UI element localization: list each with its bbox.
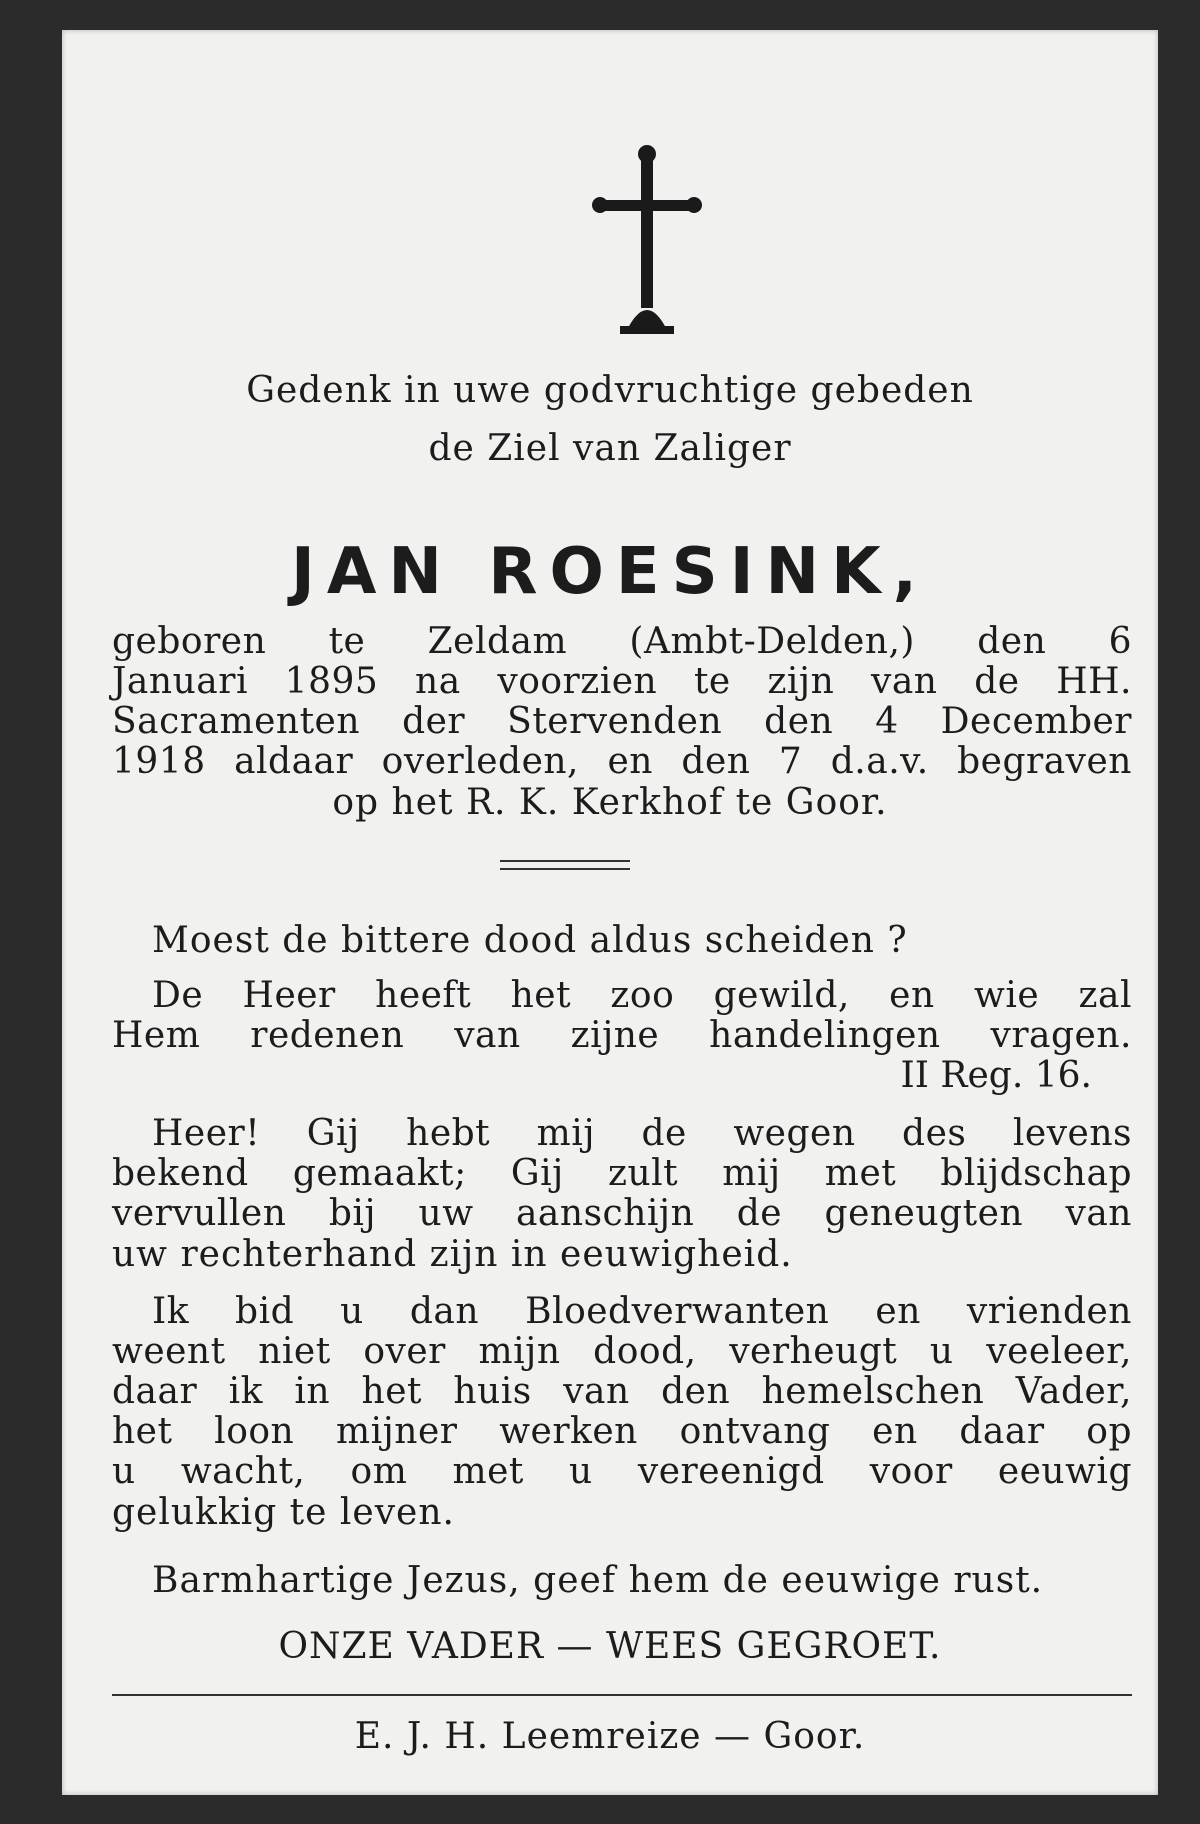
heading-line-1: Gedenk in uwe godvruchtige gebeden [246,370,974,411]
printer-credit: E. J. H. Leemreize — Goor. [354,1716,866,1757]
bio-line: Januari 1895 na voorzien te zijn van de HH. [112,661,1132,702]
verse3-line: weent niet over mijn dood, verheugt u veeleer, [112,1331,1132,1372]
verse1-line3: Hem redenen van zijne handelingen vragen. [112,1015,1132,1056]
verse1-line2: De Heer heeft het zoo gewild, en wie zal [152,975,1132,1016]
bio-line: 1918 aldaar overleden, en den 7 d.a.v. begraven [112,741,1132,782]
verse1-line1: Moest de bittere dood aldus scheiden ? [152,920,908,961]
verse1-reference: II Reg. 16. [900,1055,1092,1096]
bio-line: geboren te Zeldam (Ambt-Delden,) den 6 [112,621,1132,662]
verse3-line-last: gelukkig te leven. [112,1492,455,1533]
verse3-line: daar ik in het huis van den hemelschen Vader, [112,1371,1132,1412]
closing-prayers: ONZE VADER — WEES GEGROET. [278,1626,942,1667]
cross-icon [592,140,702,340]
bio-line: Sacramenten der Stervenden den 4 December [112,701,1132,742]
divider [500,860,630,862]
footer-rule [112,1694,1132,1696]
prayer-line: Barmhartige Jezus, geef hem de eeuwige rust. [152,1560,1044,1601]
bio-line-last: op het R. K. Kerkhof te Goor. [332,782,888,823]
divider [500,868,630,870]
verse3-line: Ik bid u dan Bloedverwanten en vrienden [152,1291,1132,1332]
heading-line-2: de Ziel van Zaliger [428,428,792,469]
verse2-line: bekend gemaakt; Gij zult mij met blijdschap [112,1153,1132,1194]
verse2-line: Heer! Gij hebt mij de wegen des levens [152,1113,1132,1154]
deceased-name: JAN ROESINK, [291,535,929,609]
verse3-line: het loon mijner werken ontvang en daar op [112,1411,1132,1452]
verse2-line-last: uw rechterhand zijn in eeuwigheid. [112,1234,793,1275]
verse3-line: u wacht, om met u vereenigd voor eeuwig [112,1451,1132,1492]
memorial-card [62,30,1158,1795]
verse2-line: vervullen bij uw aanschijn de geneugten van [112,1193,1132,1234]
